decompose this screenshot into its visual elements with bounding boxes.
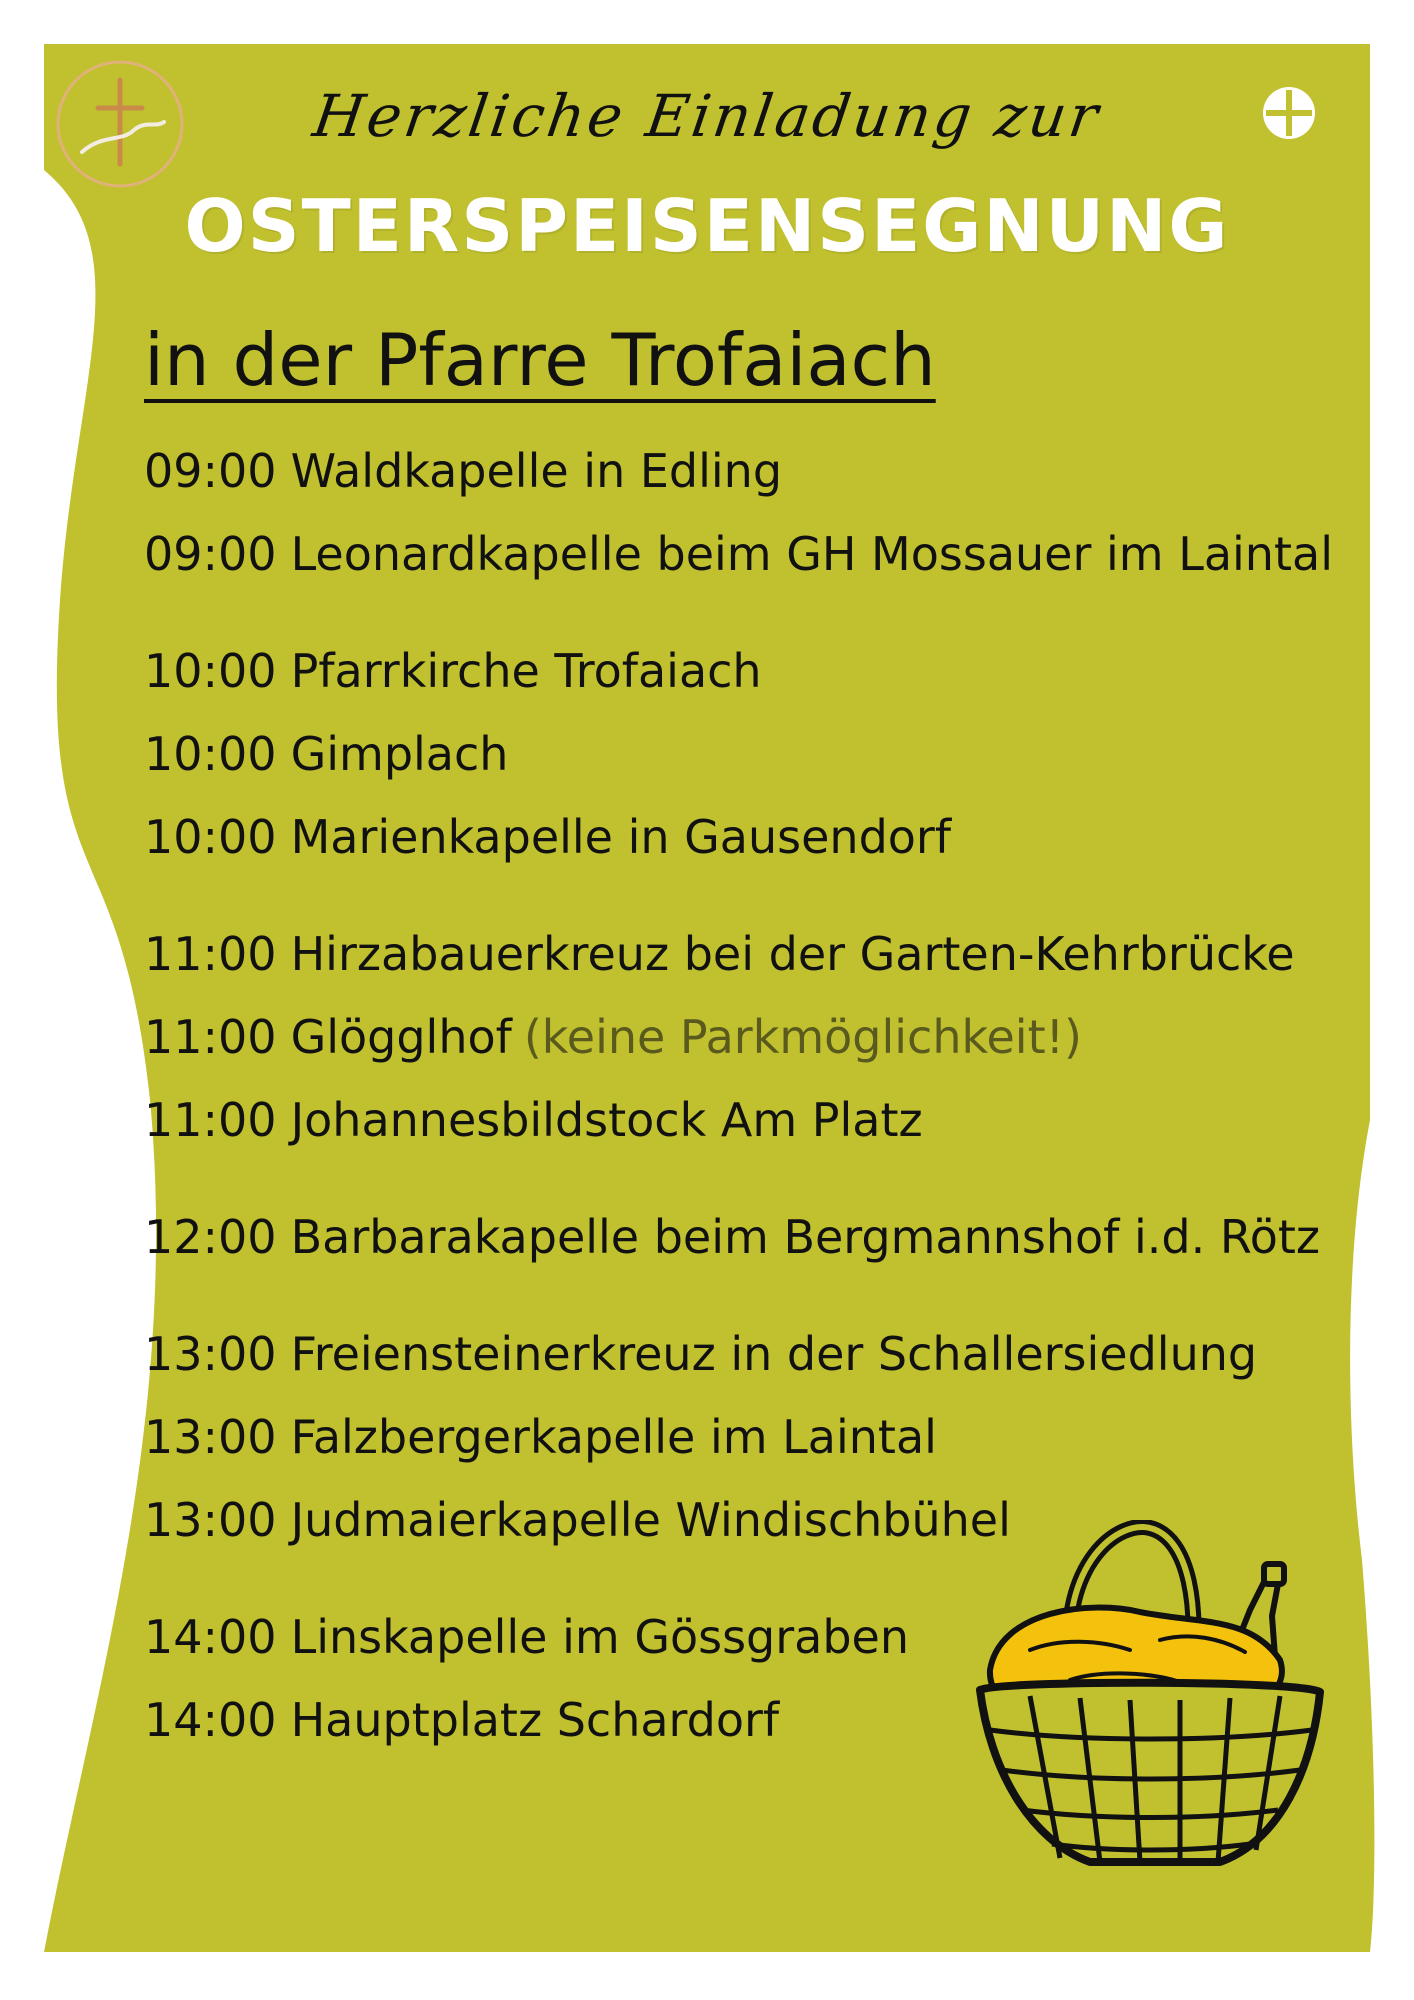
- schedule-time: 10:00: [144, 644, 277, 698]
- easter-basket-icon: [960, 1520, 1350, 1880]
- schedule-time: 14:00: [144, 1610, 277, 1664]
- schedule-time: 13:00: [144, 1327, 277, 1381]
- schedule-row: [144, 1396, 1384, 1479]
- schedule-place: Gimplach: [290, 727, 509, 781]
- schedule-group-0900: [144, 430, 1384, 596]
- schedule-time: 11:00: [144, 927, 277, 981]
- schedule-place: Freiensteinerkreuz in der Schallersiedlung: [290, 1327, 1258, 1381]
- schedule-row: [144, 713, 1384, 796]
- schedule-group-1200: [144, 1196, 1384, 1279]
- event-title: OSTERSPEISENSEGNUNG: [184, 184, 1230, 268]
- schedule-time: 11:00: [144, 1093, 277, 1147]
- schedule-row: [144, 796, 1384, 879]
- schedule-group-1100: [144, 913, 1384, 1162]
- schedule-place: Judmaierkapelle Windischbühel: [290, 1493, 1011, 1547]
- schedule-place: Hirzabauerkreuz bei der Garten-Kehrbrücke: [290, 927, 1295, 981]
- schedule-place: Leonardkapelle beim GH Mossauer im Laintal: [290, 527, 1333, 581]
- parking-note: (keine Parkmöglichkeit!): [523, 1010, 1083, 1064]
- schedule-row: [144, 1079, 1384, 1162]
- schedule-row: [144, 430, 1384, 513]
- schedule-row: [144, 513, 1384, 596]
- schedule-time: 10:00: [144, 810, 277, 864]
- schedule-time: 09:00: [144, 444, 277, 498]
- schedule-time: 13:00: [144, 1493, 277, 1547]
- schedule-time: 09:00: [144, 527, 277, 581]
- schedule-time: 12:00: [144, 1210, 277, 1264]
- schedule-row: [144, 630, 1384, 713]
- schedule-place: Pfarrkirche Trofaiach: [290, 644, 762, 698]
- schedule-place: Hauptplatz Schardorf: [290, 1693, 780, 1747]
- schedule-time: 14:00: [144, 1693, 277, 1747]
- schedule-place: Glögglhof: [290, 1010, 512, 1064]
- schedule-time: 11:00: [144, 1010, 277, 1064]
- schedule-place: Linskapelle im Gössgraben: [290, 1610, 909, 1664]
- schedule-row: [144, 996, 1384, 1079]
- schedule-row: [144, 1313, 1384, 1396]
- invite-line: Herzliche Einladung zur: [309, 82, 1105, 150]
- schedule-place: Waldkapelle in Edling: [290, 444, 783, 498]
- schedule-place: Barbarakapelle beim Bergmannshof i.d. Rötz: [290, 1210, 1321, 1264]
- schedule-row: [144, 913, 1384, 996]
- schedule-place: Johannesbildstock Am Platz: [290, 1093, 923, 1147]
- schedule-time: 10:00: [144, 727, 277, 781]
- location-heading: in der Pfarre Trofaiach: [144, 318, 936, 402]
- schedule-place: Falzbergerkapelle im Laintal: [290, 1410, 937, 1464]
- schedule-time: 13:00: [144, 1410, 277, 1464]
- schedule-row: [144, 1196, 1384, 1279]
- schedule-group-1000: [144, 630, 1384, 879]
- schedule-place: Marienkapelle in Gausendorf: [290, 810, 952, 864]
